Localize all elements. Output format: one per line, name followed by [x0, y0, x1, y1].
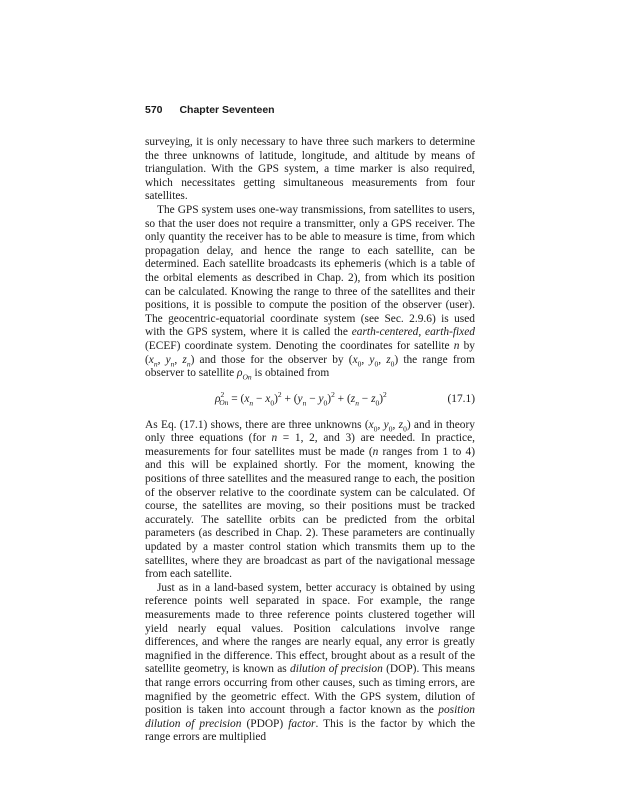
paragraph-2: The GPS system uses one-way transmissions, from satellites to users, so that the user does not require a transmitter, only a GPS receiver. The only quantity the receiver has to be able to measure is time, from which propagation delay, and hence the range to each satellite, can be determined. Each satellite broadcasts its ephemeris (which is a table of the orbital elements as described in Chap. 2), from which its position can be calculated. Knowing the range to three of the satellites and their positions, it is possible to compute the position of the observer (user). The geocentric-equatorial coordinate system (see Sec. 2.9.6) is used with the GPS system, where it is called the earth-centered, earth-fixed (ECEF) coordinate system. Denoting the coordinates for satellite n by ($x_n$, $y_n$, $z_n$) and those for the observer by ($x_0$, $y_0$, $z_0$) the range from observer to satellite $\rho_{On}$ is obtained from [145, 203, 475, 382]
emphasis-ecef: earth-centered, earth-fixed [351, 326, 475, 339]
emphasis-factor: factor [288, 717, 316, 730]
equation-17-1 [145, 387, 475, 413]
running-header [145, 104, 475, 116]
body-text [145, 136, 475, 745]
paragraph-1: surveying, it is only necessary to have three such markers to determine the three unknowns of latitude, longitude, and altitude by means of triangulation. With the GPS system, a time marker is also required, which necessitates getting simultaneous measurements from four satellites. [145, 136, 475, 203]
emphasis-pdop: position dilution of precision [145, 704, 475, 730]
equation-number: (17.1) [447, 392, 475, 405]
paragraph-3: As Eq. (17.1) shows, there are three unknowns ($x_0$, $y_0$, $z_0$) and in theory only three equations (for n = 1, 2, and 3) are needed. In practice, measurements for four satellites must be made (n ranges from 1 to 4) and this will be explained shortly. For the moment, knowing the positions of three satellites and the measured range to each, the position of the observer relative to the coordinate system can be calculated. Of course, the satellites are moving, so their positions must be tracked accurately. The satellite orbits can be predicted from the orbital parameters (as described in Chap. 2). These parameters are continually updated by a master control station which transmits them up to the satellites, where they are broadcast as part of the navigational message from each satellite. [145, 418, 475, 581]
page-number: 570 [145, 104, 163, 116]
emphasis-dop: dilution of precision [290, 663, 383, 676]
chapter-title: Chapter Seventeen [179, 104, 275, 116]
paragraph-4: Just as in a land-based system, better accuracy is obtained by using reference points well separated in space. For example, the range measurements made to three reference points clustered together will yield nearly equal values. Position calculations involve range differences, and where the ranges are nearly equal, any error is greatly magnified in the difference. This effect, brought about as a result of the satellite geometry, is known as dilution of precision (DOP). This means that range errors occurring from other causes, such as timing errors, are magnified by the geometric effect. With the GPS system, dilution of position is taken into account through a factor known as the position dilution of precision (PDOP) factor. This is the factor by which the range errors are multiplied [145, 581, 476, 744]
equation-expression: $\rho^2_{On} = (x_n - x_0)^2 + (y_n - y_0)^2 + (z_n - z_0)^2$ [215, 389, 387, 407]
